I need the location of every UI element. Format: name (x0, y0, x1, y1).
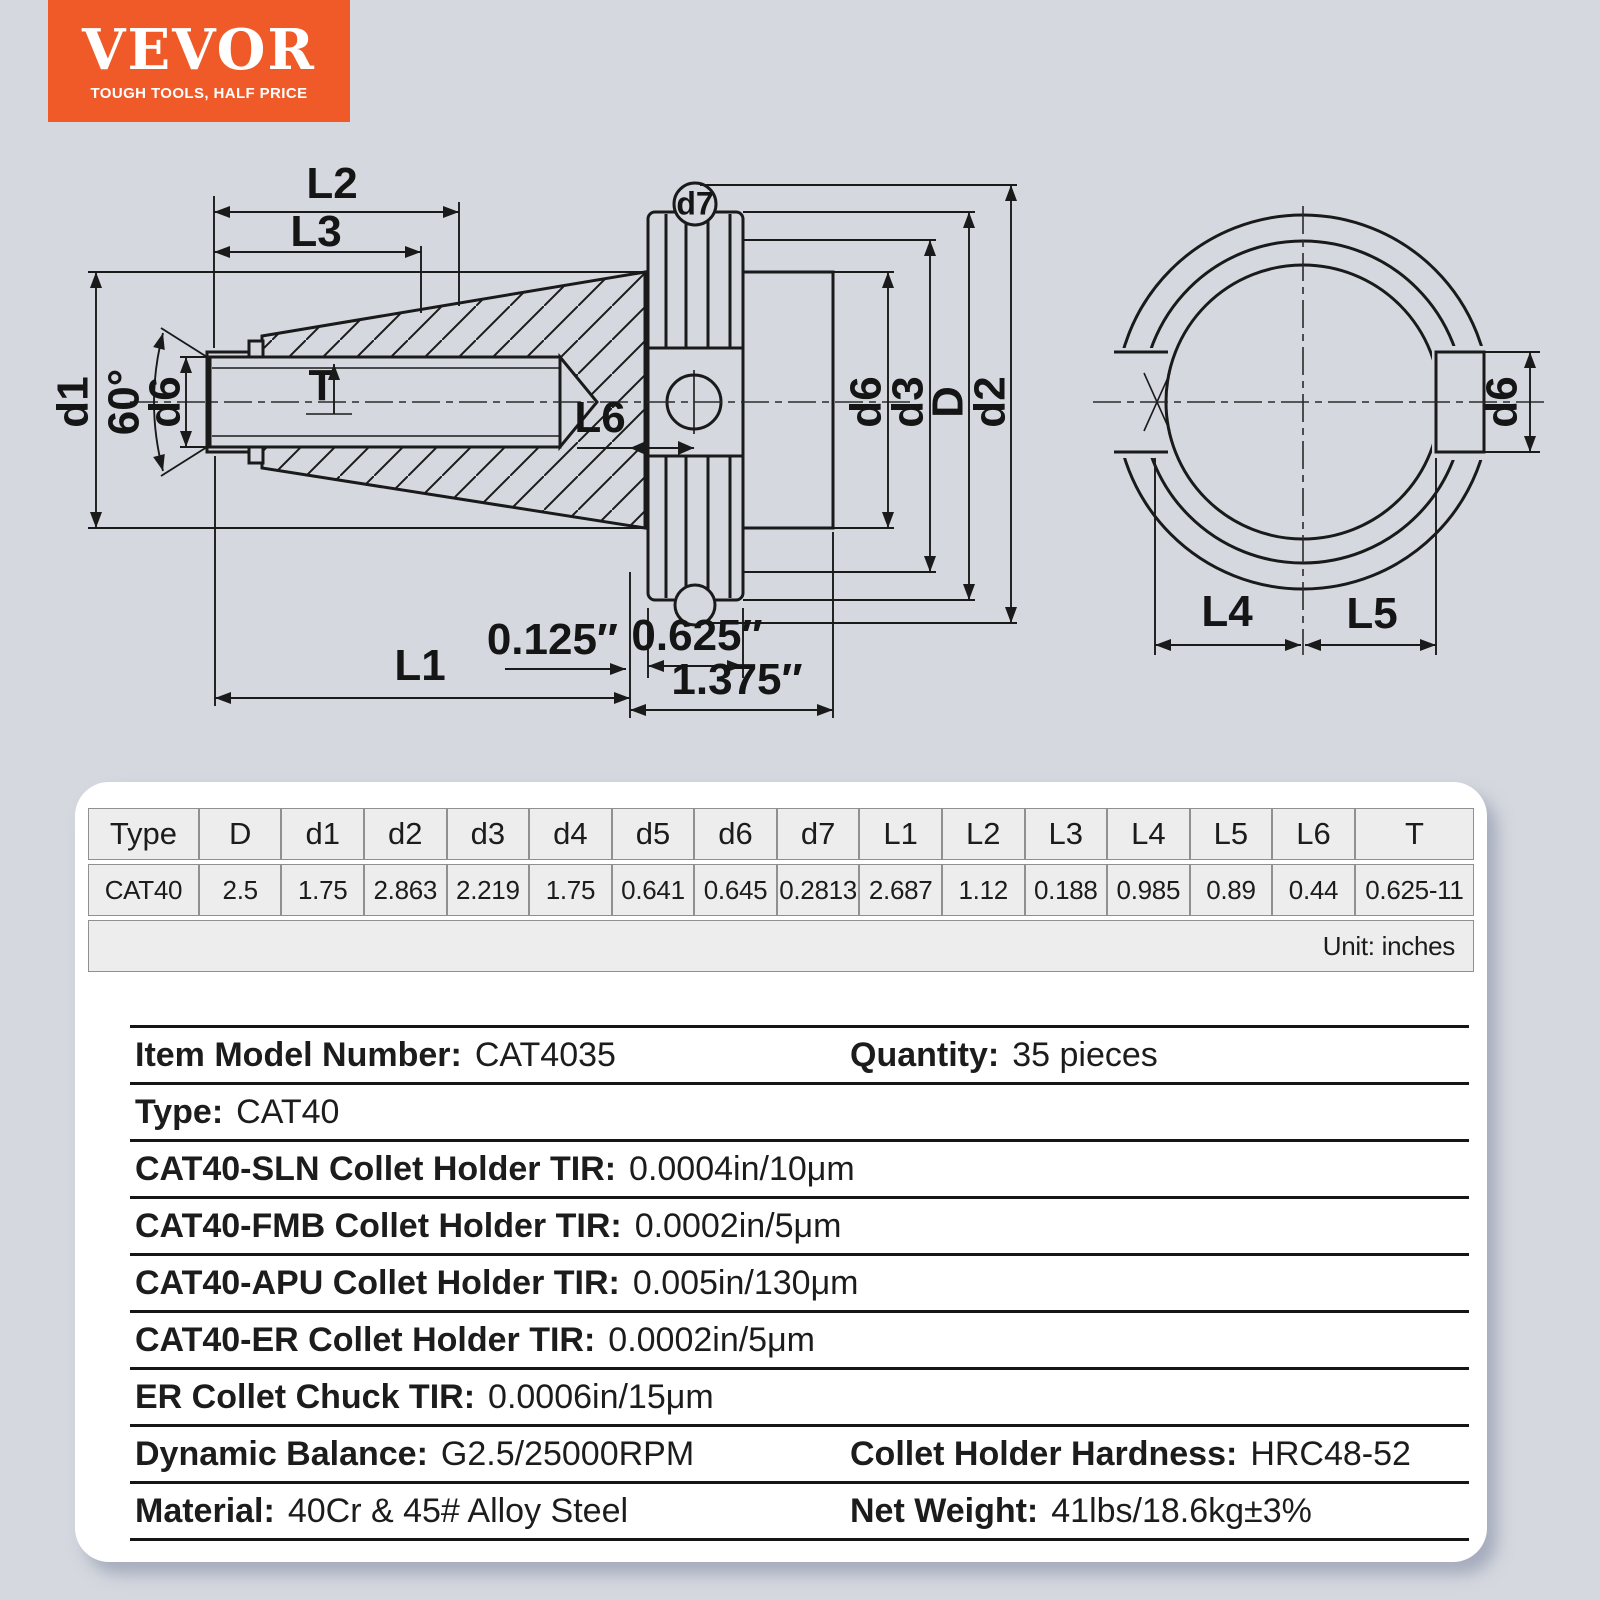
table-header-cell: L1 (859, 808, 942, 860)
table-cell: 0.89 (1190, 864, 1273, 916)
spec-value: 0.0004in/10μm (629, 1149, 855, 1188)
table-header-cell: d4 (529, 808, 612, 860)
dim-label-d3: d3 (883, 376, 933, 428)
table-data-row (88, 864, 1474, 916)
brand-tagline: TOUGH TOOLS, HALF PRICE (90, 85, 308, 102)
spec-value: CAT4035 (474, 1035, 616, 1074)
table-cell: 0.985 (1107, 864, 1190, 916)
spec-value: 0.005in/130μm (632, 1263, 859, 1302)
spec-value: G2.5/25000RPM (440, 1434, 695, 1473)
spec-label: Item Model Number: (135, 1035, 462, 1074)
unit-label: Unit: inches (88, 920, 1474, 972)
dim-label-d2: d2 (965, 376, 1015, 428)
dim-label-0625: 0.625″ (631, 611, 763, 660)
table-header-cell: d2 (364, 808, 447, 860)
dim-label-1375: 1.375″ (671, 655, 803, 704)
table-cell: CAT40 (88, 864, 199, 916)
spec-label: CAT40-ER Collet Holder TIR: (135, 1320, 596, 1359)
table-header-cell: L5 (1190, 808, 1273, 860)
table-cell: 0.44 (1272, 864, 1355, 916)
dimension-table (88, 804, 1474, 976)
table-cell: 0.2813 (777, 864, 860, 916)
dim-label-d6-left: d6 (140, 376, 190, 428)
table-header-cell: d6 (694, 808, 777, 860)
dim-label-0125: 0.125″ (486, 615, 618, 664)
table-cell: 0.645 (694, 864, 777, 916)
dim-label-d6-end: d6 (1477, 376, 1527, 428)
spec-label: CAT40-SLN Collet Holder TIR: (135, 1149, 617, 1188)
table-header-cell: L2 (942, 808, 1025, 860)
vevor-logo (48, 0, 350, 122)
table-cell: 0.641 (612, 864, 695, 916)
dim-label-l4: L4 (1201, 587, 1253, 636)
table-header-row (88, 808, 1474, 860)
spec-label: CAT40-FMB Collet Holder TIR: (135, 1206, 622, 1245)
table-cell: 1.75 (529, 864, 612, 916)
spec-row (130, 1484, 1469, 1541)
spec-row (130, 1142, 1469, 1199)
dim-label-big-d: D (923, 386, 973, 418)
spec-value: 0.0006in/15μm (488, 1377, 714, 1416)
spec-value: HRC48-52 (1250, 1434, 1411, 1473)
table-unit-row (88, 920, 1474, 972)
spec-value: 40Cr & 45# Alloy Steel (287, 1491, 629, 1530)
table-cell: 0.188 (1025, 864, 1108, 916)
table-header-cell: L4 (1107, 808, 1190, 860)
spec-row (130, 1313, 1469, 1370)
spec-row (130, 1427, 1469, 1484)
table-cell: 1.12 (942, 864, 1025, 916)
table-cell: 2.219 (447, 864, 530, 916)
table-header-cell: d5 (612, 808, 695, 860)
dim-label-l2: L2 (306, 159, 358, 208)
spec-value: 0.0002in/5μm (608, 1320, 816, 1359)
dim-label-l3: L3 (290, 207, 342, 256)
spec-value: CAT40 (236, 1092, 340, 1131)
table-cell: 2.687 (859, 864, 942, 916)
spec-row (130, 1256, 1469, 1313)
dim-label-l6: L6 (574, 393, 626, 442)
spec-card (75, 782, 1487, 1562)
table-cell: 1.75 (281, 864, 364, 916)
table-header-cell: L3 (1025, 808, 1108, 860)
table-cell: 0.625-11 (1355, 864, 1474, 916)
spec-label: Type: (135, 1092, 224, 1131)
table-header-cell: T (1355, 808, 1474, 860)
spec-list (130, 1025, 1469, 1541)
table-header-cell: d3 (447, 808, 530, 860)
spec-row (130, 1370, 1469, 1427)
table-header-cell: d1 (281, 808, 364, 860)
dim-label-l1: L1 (394, 641, 446, 690)
table-header-cell: L6 (1272, 808, 1355, 860)
table-cell: 2.5 (199, 864, 282, 916)
brand-name: VEVOR (82, 17, 316, 83)
dim-label-t: T (308, 361, 336, 410)
dim-label-d1: d1 (48, 376, 98, 428)
table-header-cell: d7 (777, 808, 860, 860)
spec-row (130, 1199, 1469, 1256)
spec-label: ER Collet Chuck TIR: (135, 1377, 476, 1416)
spec-row (130, 1028, 1469, 1085)
spec-label: Material: (135, 1491, 275, 1530)
spec-label: Collet Holder Hardness: (850, 1434, 1238, 1473)
dim-label-d7: d7 (676, 185, 714, 222)
spec-value: 35 pieces (1012, 1035, 1158, 1074)
spec-row (130, 1085, 1469, 1142)
spec-label: CAT40-APU Collet Holder TIR: (135, 1263, 620, 1302)
spec-label: Dynamic Balance: (135, 1434, 428, 1473)
spec-value: 0.0002in/5μm (634, 1206, 842, 1245)
table-header-cell: D (199, 808, 282, 860)
table-cell: 2.863 (364, 864, 447, 916)
table-header-cell: Type (88, 808, 199, 860)
dim-label-angle: 60° (99, 368, 149, 436)
spec-label: Net Weight: (850, 1491, 1039, 1530)
dim-label-d6-body: d6 (841, 376, 891, 428)
dim-label-l5: L5 (1346, 589, 1398, 638)
spec-label: Quantity: (850, 1035, 1000, 1074)
spec-value: 41lbs/18.6kg±3% (1051, 1491, 1312, 1530)
